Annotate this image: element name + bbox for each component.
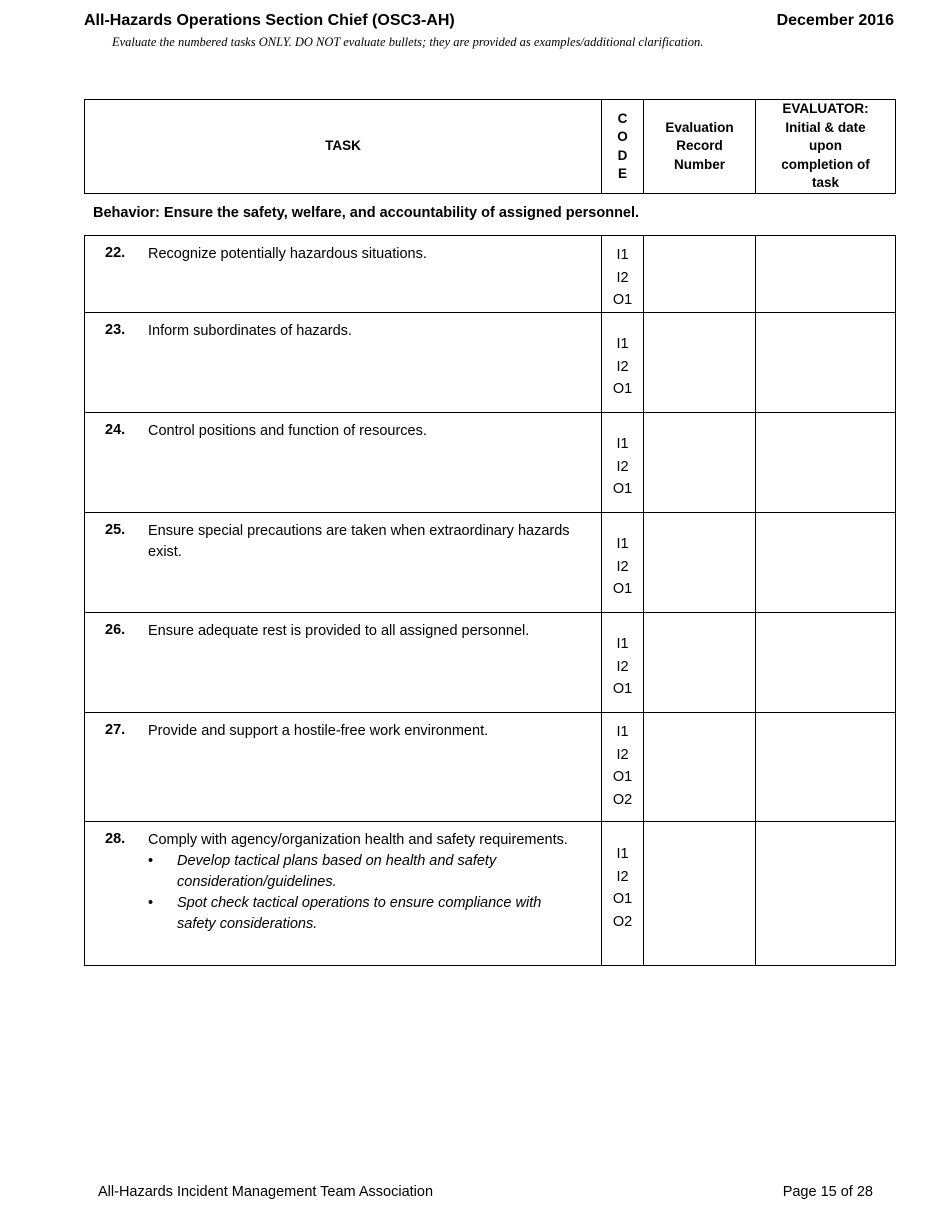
task-text: Recognize potentially hazardous situations.: [148, 246, 427, 262]
task-bullet-list: [148, 851, 583, 935]
eval-record-cell[interactable]: [644, 822, 756, 966]
code-value: O1: [612, 891, 633, 907]
code-value: I1: [616, 436, 629, 452]
code-cell: [602, 413, 644, 513]
code-value: I2: [616, 868, 629, 885]
eval-record-column-header: [644, 100, 756, 194]
task-cell: [85, 713, 602, 822]
task-description: [148, 244, 601, 265]
code-value: I2: [616, 746, 629, 763]
task-number: 27.: [105, 722, 126, 738]
header-line: Initial & date: [785, 119, 866, 135]
code-letter: D: [617, 147, 628, 163]
code-letter: C: [617, 110, 628, 126]
task-bullet: • Develop tactical plans based on health and safety consideration/guidelines.: [148, 851, 583, 893]
evaluator-initial-cell[interactable]: [756, 513, 896, 613]
code-value: I2: [616, 558, 629, 575]
eval-record-cell[interactable]: [644, 413, 756, 513]
task-table-header: [84, 99, 896, 194]
task-number: 22.: [105, 245, 126, 261]
task-text: Inform subordinates of hazards.: [148, 323, 352, 339]
task-table: [84, 235, 896, 966]
task-number: 28.: [105, 831, 126, 847]
task-cell: [85, 822, 602, 966]
code-letter: E: [617, 166, 627, 181]
code-cell: [602, 822, 644, 966]
code-value: I2: [616, 269, 629, 286]
task-cell: [85, 613, 602, 713]
code-value: O1: [612, 769, 633, 785]
task-number: 24.: [105, 422, 126, 438]
code-value: I1: [616, 636, 629, 652]
document-title: All-Hazards Operations Section Chief (OSC3-AH): [84, 12, 455, 29]
header-line: completion of: [781, 156, 870, 172]
code-cell: [602, 613, 644, 713]
task-description: [148, 321, 601, 342]
task-text: Comply with agency/organization health and safety requirements.: [148, 832, 568, 848]
code-value: I1: [616, 846, 629, 862]
evaluator-initial-cell[interactable]: [756, 613, 896, 713]
eval-record-cell[interactable]: [644, 313, 756, 413]
code-value: O1: [612, 381, 633, 397]
task-text: Control positions and function of resources.: [148, 423, 427, 439]
task-bullet: • Spot check tactical operations to ensure compliance with safety considerations.: [148, 893, 583, 935]
evaluation-instruction: Evaluate the numbered tasks ONLY. DO NOT evaluate bullets; they are provided as examples/additional clarification.: [112, 35, 704, 49]
code-cell: [602, 713, 644, 822]
task-text: Ensure special precautions are taken when extraordinary hazards exist.: [148, 523, 570, 560]
task-description: [148, 721, 601, 742]
footer-page-number: Page 15 of 28: [782, 1184, 873, 1200]
code-value: I1: [616, 336, 629, 352]
task-description: [148, 830, 601, 935]
task-cell: [85, 513, 602, 613]
code-value: I1: [616, 724, 629, 740]
header-line: Number: [673, 156, 725, 172]
evaluator-initial-cell[interactable]: [756, 413, 896, 513]
task-row: [85, 413, 896, 513]
header-line: EVALUATOR:: [782, 101, 869, 117]
task-number: 26.: [105, 622, 126, 638]
task-cell: [85, 236, 602, 313]
task-column-header: TASK: [85, 100, 602, 194]
evaluator-initial-cell[interactable]: [756, 313, 896, 413]
eval-record-cell[interactable]: [644, 713, 756, 822]
footer-organization: All-Hazards Incident Management Team Association: [98, 1184, 434, 1200]
document-date: December 2016: [776, 12, 894, 29]
code-cell: [602, 313, 644, 413]
task-description: [148, 521, 601, 563]
evaluator-column-header: [756, 100, 896, 194]
task-description: [148, 421, 601, 442]
task-number: 25.: [105, 522, 126, 538]
code-value: O1: [612, 481, 633, 497]
header-line: task: [811, 175, 840, 191]
eval-record-cell[interactable]: [644, 513, 756, 613]
code-cell: [602, 236, 644, 313]
code-value: I1: [616, 247, 629, 263]
code-value: I2: [616, 458, 629, 475]
task-row: [85, 513, 896, 613]
code-column-header: [602, 100, 644, 194]
task-cell: [85, 413, 602, 513]
task-row: [85, 713, 896, 822]
task-number: 23.: [105, 322, 126, 338]
header-line: Evaluation: [665, 119, 734, 135]
code-letter: O: [617, 129, 628, 144]
task-row: [85, 822, 896, 966]
code-value: O1: [612, 292, 633, 308]
code-value: I2: [616, 358, 629, 375]
code-cell: [602, 513, 644, 613]
eval-record-cell[interactable]: [644, 613, 756, 713]
code-value: I2: [616, 658, 629, 675]
evaluator-initial-cell[interactable]: [756, 713, 896, 822]
eval-record-cell[interactable]: [644, 236, 756, 313]
evaluator-initial-cell[interactable]: [756, 236, 896, 313]
code-value: O1: [612, 581, 633, 597]
code-value: O2: [612, 791, 633, 808]
task-row: [85, 313, 896, 413]
task-text: Provide and support a hostile-free work environment.: [148, 723, 489, 739]
header-line: Record: [676, 138, 723, 154]
code-value: I1: [616, 536, 629, 552]
evaluator-initial-cell[interactable]: [756, 822, 896, 966]
code-value: O2: [612, 913, 633, 930]
task-row: [85, 613, 896, 713]
code-value: O1: [612, 681, 633, 697]
behavior-heading: Behavior: Ensure the safety, welfare, and accountability of assigned personnel.: [93, 205, 640, 221]
task-description: [148, 621, 601, 642]
task-row: [85, 236, 896, 313]
header-line: upon: [809, 138, 842, 154]
task-cell: [85, 313, 602, 413]
task-text: Ensure adequate rest is provided to all assigned personnel.: [148, 623, 530, 639]
